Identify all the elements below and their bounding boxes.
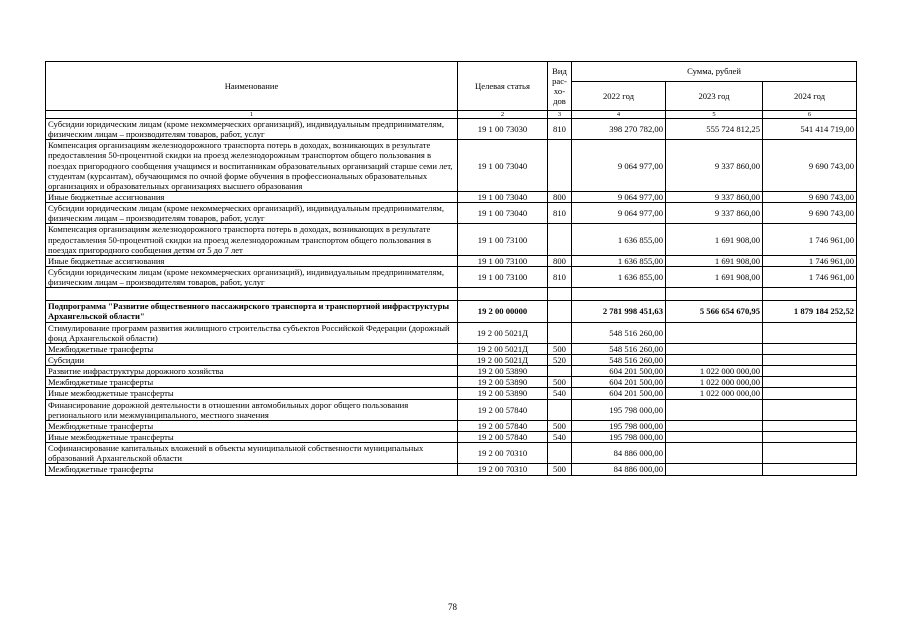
cell-sum-2024 xyxy=(763,399,857,420)
cell-sum-2023: 9 337 860,00 xyxy=(666,203,763,224)
cell-sum-2022: 548 516 260,00 xyxy=(572,354,666,365)
cell-sum-2022: 9 064 977,00 xyxy=(572,140,666,192)
column-index: 1 xyxy=(46,111,458,119)
cell-sum-2023 xyxy=(666,431,763,442)
cell-sum-2022: 84 886 000,00 xyxy=(572,464,666,475)
cell-target-code: 19 2 00 70310 xyxy=(458,464,548,475)
table-row xyxy=(46,388,857,399)
cell-sum-2023 xyxy=(666,399,763,420)
cell-sum-2024: 541 414 719,00 xyxy=(763,119,857,140)
cell-sum-2022: 195 798 000,00 xyxy=(572,399,666,420)
header-year-2023: 2023 год xyxy=(666,82,763,111)
cell-sum-2022: 1 636 855,00 xyxy=(572,255,666,266)
cell-sum-2023 xyxy=(666,354,763,365)
cell-sum-2024: 1 746 961,00 xyxy=(763,224,857,255)
header-year-2022: 2022 год xyxy=(572,82,666,111)
table-row xyxy=(46,443,857,464)
cell-expense-type xyxy=(548,224,572,255)
cell-name xyxy=(46,288,458,301)
header-year-2024: 2024 год xyxy=(763,82,857,111)
cell-sum-2022: 604 201 500,00 xyxy=(572,377,666,388)
cell-sum-2023: 555 724 812,25 xyxy=(666,119,763,140)
cell-sum-2024 xyxy=(763,366,857,377)
cell-expense-type xyxy=(548,322,572,343)
cell-sum-2023: 1 691 908,00 xyxy=(666,266,763,287)
cell-sum-2022: 604 201 500,00 xyxy=(572,388,666,399)
cell-name: Субсидии юридическим лицам (кроме некоммерческих организаций), индивидуальным предпринимателям, физическим лицам – производителям товаров, работ, услуг xyxy=(46,266,458,287)
cell-sum-2022: 9 064 977,00 xyxy=(572,203,666,224)
cell-sum-2023 xyxy=(666,443,763,464)
cell-sum-2023 xyxy=(666,420,763,431)
cell-target-code: 19 2 00 53890 xyxy=(458,366,548,377)
cell-sum-2024 xyxy=(763,464,857,475)
cell-target-code: 19 1 00 73100 xyxy=(458,266,548,287)
cell-sum-2023: 1 691 908,00 xyxy=(666,224,763,255)
table-row xyxy=(46,140,857,192)
cell-name: Субсидии xyxy=(46,354,458,365)
cell-target-code: 19 1 00 73040 xyxy=(458,203,548,224)
table-row xyxy=(46,431,857,442)
table-row xyxy=(46,377,857,388)
table-row xyxy=(46,224,857,255)
cell-expense-type: 500 xyxy=(548,377,572,388)
table-row xyxy=(46,301,857,322)
cell-target-code: 19 2 00 5021Д xyxy=(458,354,548,365)
cell-sum-2024: 1 746 961,00 xyxy=(763,255,857,266)
cell-sum-2023: 1 022 000 000,00 xyxy=(666,377,763,388)
cell-name: Компенсация организациям железнодорожного транспорта потерь в доходах, возникающих в результате предоставления 50-процентной скидки на проезд железнодорожным транспортом общего пользования в поездах пригородного сообщения детям от 5 до 7 лет xyxy=(46,224,458,255)
header-vid: Вид рас-хо-дов xyxy=(548,62,572,111)
cell-sum-2024 xyxy=(763,388,857,399)
table-row xyxy=(46,399,857,420)
cell-name: Межбюджетные трансферты xyxy=(46,377,458,388)
cell-target-code: 19 2 00 00000 xyxy=(458,301,548,322)
cell-sum-2024 xyxy=(763,343,857,354)
cell-sum-2022: 195 798 000,00 xyxy=(572,420,666,431)
column-index: 2 xyxy=(458,111,548,119)
table-row xyxy=(46,119,857,140)
cell-sum-2023 xyxy=(666,322,763,343)
cell-name: Софинансирование капитальных вложений в объекты муниципальной собственности муниципальных образований Архангельской области xyxy=(46,443,458,464)
cell-name: Иные межбюджетные трансферты xyxy=(46,431,458,442)
cell-target-code: 19 2 00 57840 xyxy=(458,420,548,431)
cell-sum-2024: 9 690 743,00 xyxy=(763,203,857,224)
table-row xyxy=(46,366,857,377)
cell-sum-2022: 398 270 782,00 xyxy=(572,119,666,140)
cell-sum-2023: 1 691 908,00 xyxy=(666,255,763,266)
table-row xyxy=(46,191,857,202)
cell-expense-type xyxy=(548,443,572,464)
header-sum: Сумма, рублей xyxy=(572,62,857,82)
cell-expense-type: 540 xyxy=(548,388,572,399)
table-body xyxy=(46,119,857,476)
table-row xyxy=(46,322,857,343)
cell-name: Межбюджетные трансферты xyxy=(46,343,458,354)
table-row xyxy=(46,288,857,301)
cell-expense-type: 810 xyxy=(548,266,572,287)
cell-name: Финансирование дорожной деятельности в отношении автомобильных дорог общего пользования регионального или межмуниципального, местного значения xyxy=(46,399,458,420)
cell-sum-2023 xyxy=(666,288,763,301)
cell-name: Стимулирование программ развития жилищного строительства субъектов Российской Федерации (дорожный фонд Архангельской области) xyxy=(46,322,458,343)
cell-name: Субсидии юридическим лицам (кроме некоммерческих организаций), индивидуальным предпринимателям, физическим лицам – производителям товаров, работ, услуг xyxy=(46,119,458,140)
cell-target-code: 19 2 00 53890 xyxy=(458,377,548,388)
header-name: Наименование xyxy=(46,62,458,111)
cell-sum-2024 xyxy=(763,431,857,442)
column-index: 4 xyxy=(572,111,666,119)
cell-sum-2023 xyxy=(666,464,763,475)
cell-expense-type xyxy=(548,288,572,301)
cell-expense-type: 810 xyxy=(548,203,572,224)
cell-target-code: 19 2 00 5021Д xyxy=(458,343,548,354)
budget-table xyxy=(45,61,857,476)
cell-sum-2024 xyxy=(763,377,857,388)
cell-expense-type: 500 xyxy=(548,343,572,354)
cell-sum-2022: 195 798 000,00 xyxy=(572,431,666,442)
cell-target-code: 19 2 00 5021Д xyxy=(458,322,548,343)
cell-sum-2023: 1 022 000 000,00 xyxy=(666,366,763,377)
cell-expense-type: 540 xyxy=(548,431,572,442)
cell-sum-2022: 548 516 260,00 xyxy=(572,343,666,354)
cell-sum-2022 xyxy=(572,288,666,301)
table-row xyxy=(46,266,857,287)
table-row xyxy=(46,343,857,354)
cell-expense-type: 800 xyxy=(548,191,572,202)
cell-expense-type xyxy=(548,301,572,322)
cell-sum-2022: 2 781 998 451,63 xyxy=(572,301,666,322)
column-index: 5 xyxy=(666,111,763,119)
cell-name: Межбюджетные трансферты xyxy=(46,464,458,475)
cell-sum-2024 xyxy=(763,322,857,343)
cell-sum-2023 xyxy=(666,343,763,354)
cell-name: Подпрограмма "Развитие общественного пассажирского транспорта и транспортной инфраструктуры Архангельской области" xyxy=(46,301,458,322)
cell-sum-2024 xyxy=(763,288,857,301)
table-row xyxy=(46,420,857,431)
cell-name: Межбюджетные трансферты xyxy=(46,420,458,431)
cell-target-code: 19 1 00 73100 xyxy=(458,255,548,266)
cell-name: Развитие инфраструктуры дорожного хозяйства xyxy=(46,366,458,377)
cell-target-code: 19 1 00 73040 xyxy=(458,191,548,202)
cell-sum-2024 xyxy=(763,354,857,365)
table-row xyxy=(46,464,857,475)
cell-name: Иные межбюджетные трансферты xyxy=(46,388,458,399)
cell-target-code: 19 2 00 57840 xyxy=(458,399,548,420)
cell-sum-2023: 9 337 860,00 xyxy=(666,140,763,192)
cell-target-code xyxy=(458,288,548,301)
cell-name: Субсидии юридическим лицам (кроме некоммерческих организаций), индивидуальным предпринимателям, физическим лицам – производителям товаров, работ, услуг xyxy=(46,203,458,224)
cell-target-code: 19 1 00 73100 xyxy=(458,224,548,255)
page-number: 78 xyxy=(448,602,457,612)
cell-name: Иные бюджетные ассигнования xyxy=(46,191,458,202)
table-row xyxy=(46,255,857,266)
cell-sum-2022: 84 886 000,00 xyxy=(572,443,666,464)
cell-expense-type: 500 xyxy=(548,420,572,431)
cell-expense-type: 500 xyxy=(548,464,572,475)
cell-sum-2023: 1 022 000 000,00 xyxy=(666,388,763,399)
cell-sum-2022: 604 201 500,00 xyxy=(572,366,666,377)
cell-sum-2024: 1 746 961,00 xyxy=(763,266,857,287)
cell-sum-2024 xyxy=(763,443,857,464)
cell-expense-type xyxy=(548,366,572,377)
cell-target-code: 19 2 00 70310 xyxy=(458,443,548,464)
table-row xyxy=(46,354,857,365)
header-target: Целевая статья xyxy=(458,62,548,111)
cell-target-code: 19 2 00 53890 xyxy=(458,388,548,399)
cell-sum-2022: 1 636 855,00 xyxy=(572,224,666,255)
cell-target-code: 19 1 00 73030 xyxy=(458,119,548,140)
cell-expense-type: 810 xyxy=(548,119,572,140)
cell-sum-2024: 1 879 184 252,52 xyxy=(763,301,857,322)
cell-sum-2023: 9 337 860,00 xyxy=(666,191,763,202)
cell-sum-2022: 548 516 260,00 xyxy=(572,322,666,343)
cell-expense-type xyxy=(548,140,572,192)
cell-sum-2024: 9 690 743,00 xyxy=(763,191,857,202)
cell-sum-2024: 9 690 743,00 xyxy=(763,140,857,192)
cell-sum-2023: 5 566 654 670,95 xyxy=(666,301,763,322)
cell-expense-type xyxy=(548,399,572,420)
cell-sum-2022: 1 636 855,00 xyxy=(572,266,666,287)
cell-name: Иные бюджетные ассигнования xyxy=(46,255,458,266)
cell-expense-type: 800 xyxy=(548,255,572,266)
cell-name: Компенсация организациям железнодорожного транспорта потерь в доходах, возникающих в результате предоставления 50-процентной скидки на проезд железнодорожным транспортом общего пользования в поездах пригородного сообщения учащимся и воспитанникам образовательных организаций старше семи лет, студентам (курсантам), обучающимся по очной форме обучения в профессиональных образовательных организациях и образовательных организациях высшего образования xyxy=(46,140,458,192)
cell-sum-2022: 9 064 977,00 xyxy=(572,191,666,202)
column-index: 6 xyxy=(763,111,857,119)
cell-expense-type: 520 xyxy=(548,354,572,365)
column-index-row xyxy=(46,111,857,119)
cell-target-code: 19 1 00 73040 xyxy=(458,140,548,192)
cell-sum-2024 xyxy=(763,420,857,431)
cell-target-code: 19 2 00 57840 xyxy=(458,431,548,442)
column-index: 3 xyxy=(548,111,572,119)
table-row xyxy=(46,203,857,224)
table-header xyxy=(46,62,857,119)
